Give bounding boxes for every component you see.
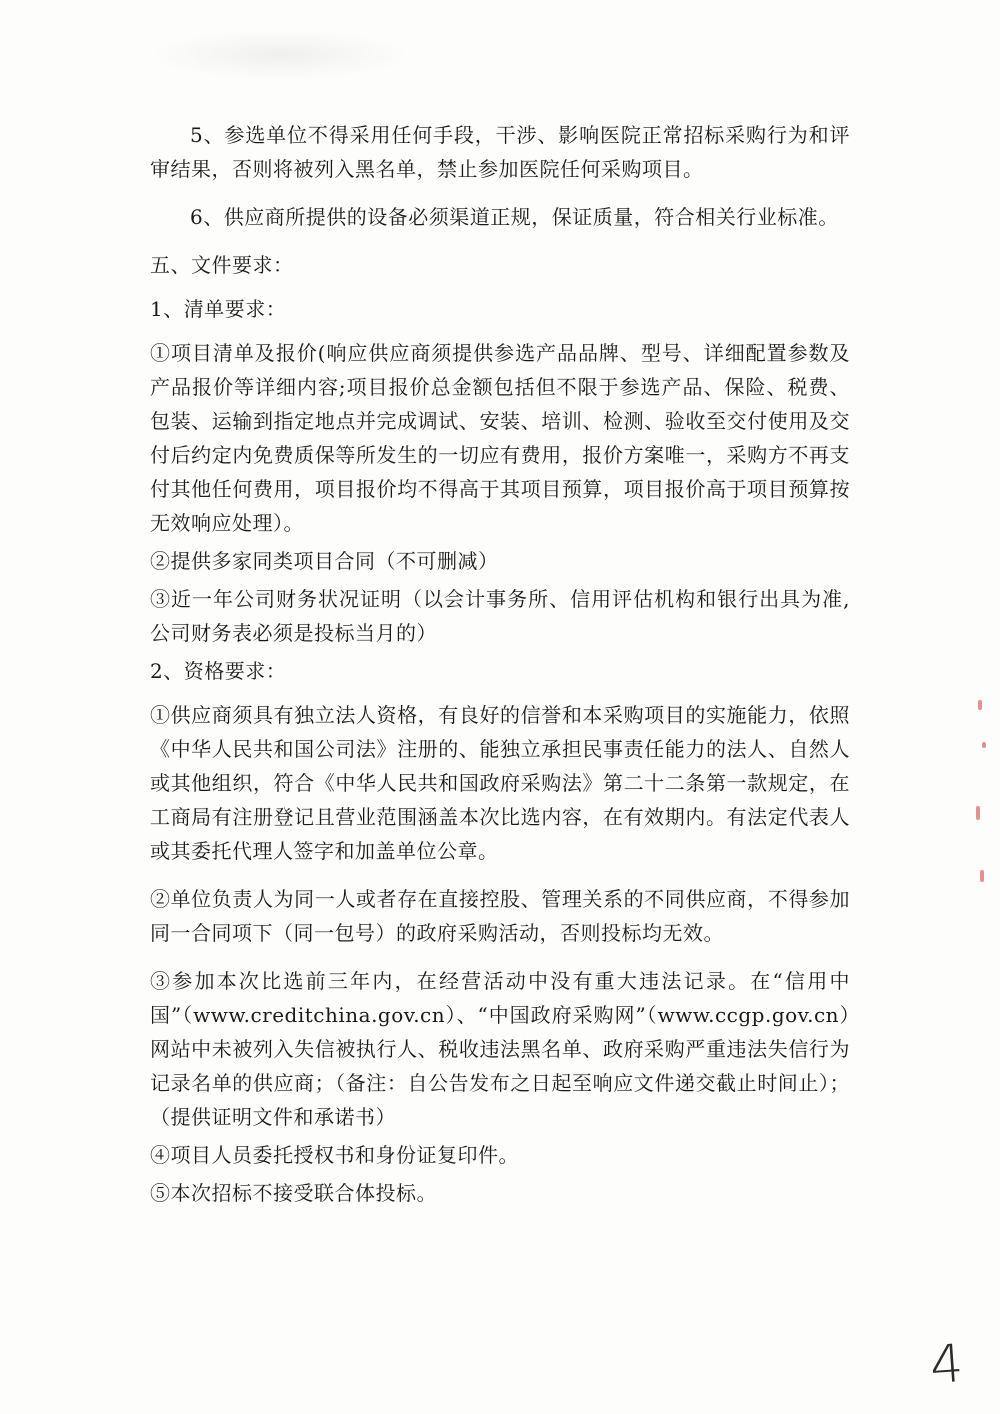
qualification-item-4: ④项目人员委托授权书和身份证复印件。 — [150, 1143, 519, 1167]
qualification-item-3: ③参加本次比选前三年内，在经营活动中没有重大违法记录。在“信用中国”（www.creditchina.gov.cn）、“中国政府采购网”（www.ccgp.gov.cn）网站中未被列入失信被执行人、税收违法黑名单、政府采购严重违法失信行为记录名单的供应商；（备注：自公告发布之日起至响应文件递交截止时间止）；（提供证明文件和承诺书） — [150, 969, 850, 1129]
stamp-edge-mark — [978, 700, 982, 710]
stamp-edge-mark — [980, 870, 984, 882]
clause-5: 5、参选单位不得采用任何手段，干涉、影响医院正常招标采购行为和评审结果，否则将被列入黑名单，禁止参加医院任何采购项目。 — [150, 123, 850, 181]
subsection-heading-list-requirements: 1、清单要求： — [150, 297, 287, 321]
clause-6: 6、供应商所提供的设备必须渠道正规，保证质量，符合相关行业标准。 — [190, 205, 839, 229]
scan-artifact — [150, 30, 410, 80]
document-body — [150, 118, 850, 1214]
stamp-edge-mark — [976, 806, 980, 820]
stamp-edge-mark — [982, 742, 986, 748]
list-requirement-item-3: ③近一年公司财务状况证明（以会计事务所、信用评估机构和银行出具为准,公司财务表必须是投标当月的） — [150, 587, 850, 645]
list-requirement-item-2: ②提供多家同类项目合同（不可删减） — [150, 549, 499, 573]
subsection-heading-qualification-requirements: 2、资格要求： — [150, 659, 287, 683]
qualification-item-5: ⑤本次招标不接受联合体投标。 — [150, 1181, 437, 1205]
list-requirement-item-1: ①项目清单及报价(响应供应商须提供参选产品品牌、型号、详细配置参数及产品报价等详细内容;项目报价总金额包括但不限于参选产品、保险、税费、包装、运输到指定地点并完成调试、安装、培训、检测、验收至交付使用及交付后约定内免费质保等所发生的一切应有费用，报价方案唯一，采购方不再支付其他任何费用，项目报价均不得高于其项目预算，项目报价高于项目预算按无效响应处理）。 — [150, 341, 850, 535]
qualification-item-1: ①供应商须具有独立法人资格，有良好的信誉和本采购项目的实施能力，依照《中华人民共和国公司法》注册的、能独立承担民事责任能力的法人、自然人或其他组织，符合《中华人民共和国政府采购法》第二十二条第一款规定，在工商局有注册登记且营业范围涵盖本次比选内容，在有效期内。有法定代表人或其委托代理人签字和加盖单位公章。 — [150, 703, 850, 863]
qualification-item-2: ②单位负责人为同一人或者存在直接控股、管理关系的不同供应商，不得参加同一合同项下（同一包号）的政府采购活动，否则投标均无效。 — [150, 887, 850, 945]
section-heading-file-requirements: 五、文件要求： — [150, 253, 294, 277]
handwritten-page-number: 4 — [927, 1333, 966, 1397]
